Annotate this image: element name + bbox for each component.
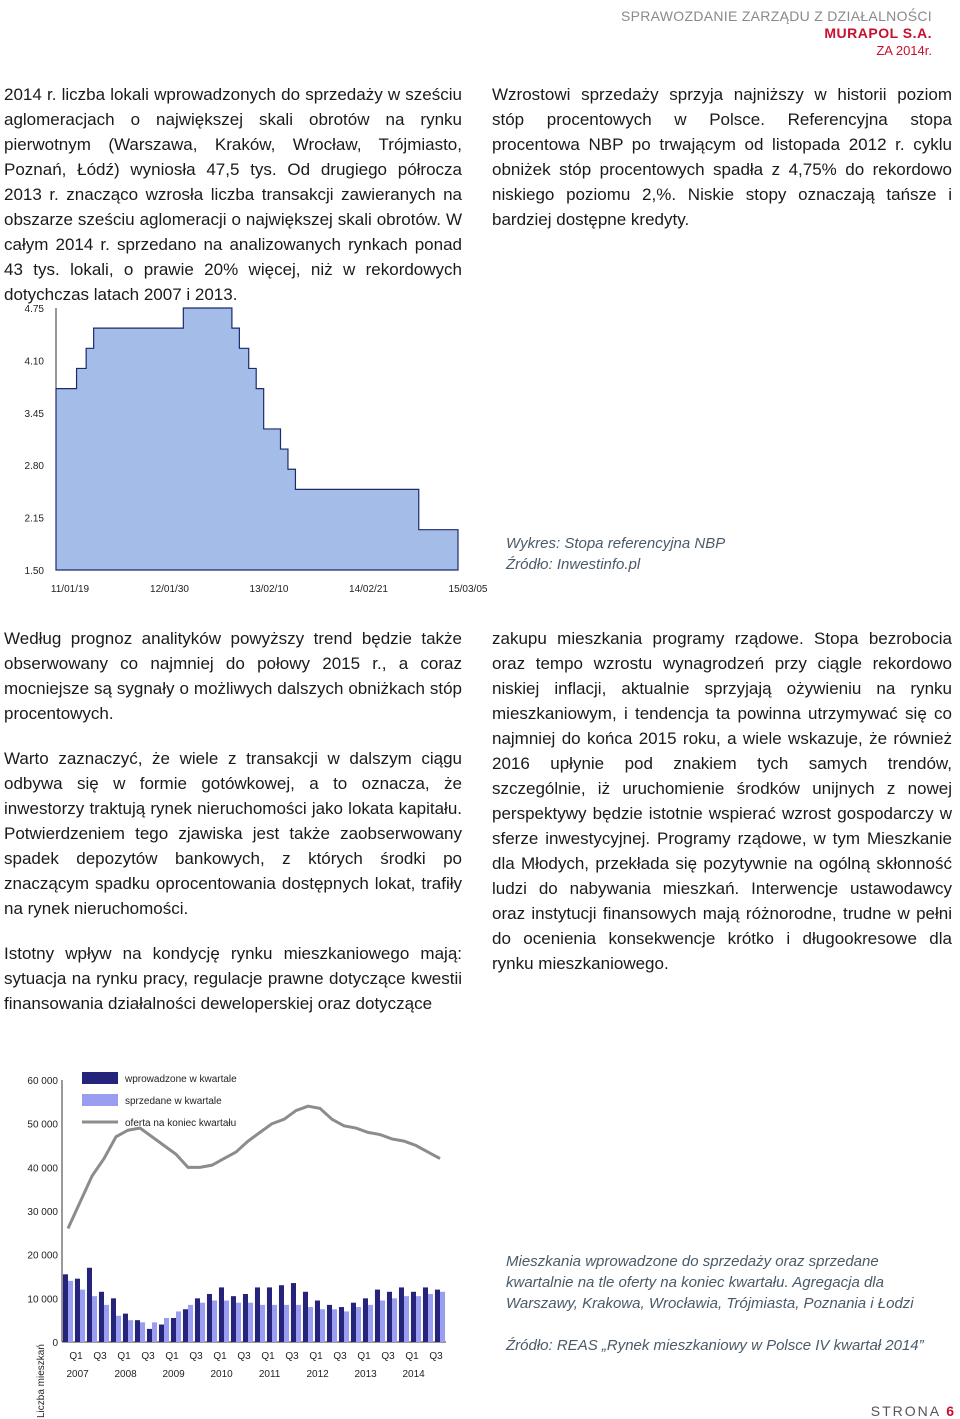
bar-introduced xyxy=(123,1314,128,1342)
sales-y-tick-label: 10 000 xyxy=(27,1294,58,1306)
bar-introduced xyxy=(399,1287,404,1342)
sales-x-year-label: 2011 xyxy=(258,1369,281,1380)
rate-y-tick-label: 1.50 xyxy=(24,566,44,577)
bar-introduced xyxy=(387,1292,392,1342)
report-title: SPRAWOZDANIE ZARZĄDU Z DZIAŁALNOŚCI xyxy=(620,8,932,24)
sales-chart-caption: Mieszkania wprowadzone do sprzedaży oraz sprzedane kwartalnie na tle oferty na koniec kwartału. Agregacja dla Warszawy, Krakowa, Wrocławia, Trójmiasta, Poznania i Łodzi xyxy=(506,1253,914,1312)
bar-sold xyxy=(200,1303,205,1342)
rate-y-tick-label: 2.80 xyxy=(24,461,44,473)
bar-sold xyxy=(128,1320,133,1342)
sales-x-ticks xyxy=(66,1351,443,1380)
sales-x-quarter-label: Q1 xyxy=(261,1351,275,1362)
bar-introduced xyxy=(423,1287,428,1342)
bar-sold xyxy=(152,1322,157,1342)
column-left-mid xyxy=(4,626,462,1016)
paragraph: Istotny wpływ na kondycję rynku mieszkaniowego mają: sytuacja na rynku pracy, regulacje prawne dotyczące kwestii finansowania działalności deweloperskiej oraz dotyczące xyxy=(4,944,462,1013)
bar-introduced xyxy=(315,1301,320,1342)
sales-x-quarter-label: Q3 xyxy=(237,1351,251,1362)
bar-introduced xyxy=(159,1325,164,1342)
bar-introduced xyxy=(291,1283,296,1342)
bar-sold xyxy=(368,1305,373,1342)
sales-y-tick-label: 0 xyxy=(52,1338,58,1349)
bar-introduced xyxy=(243,1294,248,1342)
bar-sold xyxy=(248,1303,253,1342)
paragraph: 2014 r. liczba lokali wprowadzonych do sprzedaży w sześciu aglomeracjach o największej skali obrotów na rynku pierwotnym (Warszawa, Kraków, Wrocław, Trójmiasto, Poznań, Łódź) wyniosła 47,5 tys. Od drugiego półrocza 2013 r. znacząco wzrosła liczba transakcji zawieranych na obszarze sześciu aglomeracji o największej skali obrotów. W całym 2014 r. sprzedano na analizowanych rynkach ponad 43 tys. lokali, o prawie 20% więcej, niż w rekordowych dotychczas latach 2007 i 2013. xyxy=(4,85,462,304)
bar-introduced xyxy=(435,1290,440,1342)
bar-introduced xyxy=(135,1320,140,1342)
page-footer xyxy=(871,1403,954,1419)
bar-sold xyxy=(308,1307,313,1342)
legend-label: oferta na koniec kwartału xyxy=(125,1118,237,1129)
bar-sold xyxy=(260,1305,265,1342)
bar-introduced xyxy=(111,1298,116,1342)
sales-x-year-label: 2013 xyxy=(354,1369,377,1380)
bar-introduced xyxy=(231,1296,236,1342)
bar-introduced xyxy=(219,1287,224,1342)
rate-y-tick-label: 4.75 xyxy=(24,304,44,315)
bar-sold xyxy=(236,1303,241,1342)
bar-sold xyxy=(164,1318,169,1342)
rate-x-tick-label: 15/03/05 xyxy=(448,584,488,595)
bar-sold xyxy=(440,1292,445,1342)
sales-y-tick-label: 60 000 xyxy=(27,1076,58,1087)
sales-y-tick-label: 30 000 xyxy=(27,1207,58,1218)
bar-sold xyxy=(404,1296,409,1342)
bar-introduced xyxy=(279,1285,284,1342)
sales-x-quarter-label: Q3 xyxy=(285,1351,299,1362)
bar-sold xyxy=(320,1309,325,1342)
legend-swatch-introduced xyxy=(82,1072,118,1084)
bar-introduced xyxy=(171,1318,176,1342)
legend-swatch-sold xyxy=(82,1094,118,1106)
bar-introduced xyxy=(195,1298,200,1342)
rate-y-tick-label: 2.15 xyxy=(24,513,44,525)
bar-sold xyxy=(224,1301,229,1342)
sales-x-quarter-label: Q1 xyxy=(309,1351,323,1362)
bar-introduced xyxy=(375,1290,380,1342)
rate-x-tick-label: 14/02/21 xyxy=(349,584,388,595)
bar-sold xyxy=(140,1322,145,1342)
bar-introduced xyxy=(363,1298,368,1342)
bar-introduced xyxy=(255,1287,260,1342)
sales-chart xyxy=(0,1060,470,1419)
sales-legend xyxy=(82,1072,237,1129)
bar-introduced xyxy=(327,1305,332,1342)
bar-introduced xyxy=(303,1292,308,1342)
sales-x-quarter-label: Q1 xyxy=(357,1351,371,1362)
bar-sold xyxy=(344,1311,349,1342)
sales-x-quarter-label: Q3 xyxy=(189,1351,203,1362)
bar-sold xyxy=(68,1281,73,1342)
bar-sold xyxy=(416,1296,421,1342)
sales-x-year-label: 2010 xyxy=(210,1369,233,1380)
bar-sold xyxy=(80,1290,85,1342)
sales-x-year-label: 2014 xyxy=(402,1369,425,1380)
report-year: ZA 2014r. xyxy=(876,43,932,58)
sales-y-tick-label: 20 000 xyxy=(27,1250,58,1262)
sales-x-quarter-label: Q1 xyxy=(405,1351,419,1362)
paragraph: Według prognoz analityków powyższy trend będzie także obserwowany co najmniej do połowy 2015 r., a coraz mocniejsze są sygnały o możliwych dalszych obniżkach stóp procentowych. xyxy=(4,629,462,723)
page-header xyxy=(621,8,932,59)
rate-y-tick-label: 3.45 xyxy=(24,408,44,420)
column-right-top xyxy=(492,82,952,252)
rate-x-ticks xyxy=(51,584,488,595)
sales-x-year-label: 2012 xyxy=(306,1369,329,1380)
page-number: 6 xyxy=(946,1403,954,1419)
bar-introduced xyxy=(147,1329,152,1342)
column-right-mid xyxy=(492,626,952,996)
sales-bars xyxy=(63,1268,445,1342)
chart-title-caption: Wykres: Stopa referencyjna NBP xyxy=(506,535,726,552)
company-name: MURAPOL S.A. xyxy=(824,25,932,41)
bar-introduced xyxy=(411,1292,416,1342)
sales-x-quarter-label: Q1 xyxy=(213,1351,227,1362)
sales-x-quarter-label: Q3 xyxy=(141,1351,155,1362)
sales-x-quarter-label: Q3 xyxy=(93,1351,107,1362)
bar-introduced xyxy=(63,1274,68,1342)
sales-x-year-label: 2009 xyxy=(162,1369,185,1380)
bar-sold xyxy=(212,1301,217,1342)
rate-area xyxy=(56,308,458,570)
sales-x-quarter-label: Q3 xyxy=(333,1351,347,1362)
bar-introduced xyxy=(267,1287,272,1342)
sales-x-year-label: 2008 xyxy=(114,1369,137,1380)
bar-sold xyxy=(92,1296,97,1342)
rate-chart xyxy=(0,290,490,605)
legend-label: wprowadzone w kwartale xyxy=(125,1074,237,1085)
paragraph: Warto zaznaczyć, że wiele z transakcji w dalszym ciągu odbywa się w formie gotówkowej, a to oznacza, że inwestorzy traktują rynek nieruchomości jako lokata kapitału. Potwierdzeniem tego zjawiska jest także zaobserwowany spadek depozytów bankowych, z których środki po znaczącym spadku oprocentowania dostępnych lokat, trafiły na rynek nieruchomości. xyxy=(4,749,462,918)
sales-x-quarter-label: Q3 xyxy=(381,1351,395,1362)
paragraph: Wzrostowi sprzedaży sprzyja najniższy w historii poziom stóp procentowych w Polsce. Referencyjna stopa procentowa NBP po trwającym od listopada 2012 r. cyklu obniżek stóp procentowych spadła z 4,75% do rekordowo niskiego poziomu 2,%. Niskie stopy oznaczają tańsze i bardziej dostępne kredyty. xyxy=(492,85,952,229)
offer-line xyxy=(68,1106,440,1228)
sales-x-quarter-label: Q1 xyxy=(165,1351,179,1362)
paragraph: zakupu mieszkania programy rządowe. Stopa bezrobocia oraz tempo wzrostu wynagrodzeń przy ciągle rekordowo niskiej inflacji, aktualnie sprzyjają ożywieniu na rynku mieszkaniowym, i tendencja ta powinna utrzymywać się co najmniej do końca 2015 roku, a wiele wskazuje, że również 2016 upłynie pod znakiem tych samych trendów, szczególnie, iż uruchomienie środków unijnych z nowej perspektywy będzie istotnie wspierać wzrost gospodarczy w sferze inwestycyjnej. Programy rządowe, w tym Mieszkanie dla Młodych, przekłada się pozytywnie na ogólną skłonność ludzi do nabywania mieszkań. Interwencje ustawodawcy oraz instytucji finansowych mają różnorodne, trudne w pełni do ocenienia konsekwencje krótko i długookresowe dla rynku mieszkaniowego. xyxy=(492,629,952,973)
rate-y-ticks xyxy=(25,304,45,577)
rate-x-tick-label: 11/01/19 xyxy=(50,584,90,595)
legend-label: sprzedane w kwartale xyxy=(125,1096,222,1107)
bar-sold xyxy=(380,1301,385,1342)
rate-x-tick-label: 12/01/30 xyxy=(150,584,189,595)
sales-chart-source: Źródło: REAS „Rynek mieszkaniowy w Polsce IV kwartał 2014” xyxy=(506,1337,924,1354)
bar-introduced xyxy=(183,1309,188,1342)
bar-introduced xyxy=(99,1292,104,1342)
sales-y-tick-label: 50 000 xyxy=(27,1119,58,1131)
rate-chart-caption xyxy=(506,533,926,575)
bar-introduced xyxy=(351,1303,356,1342)
rate-x-tick-label: 13/02/10 xyxy=(249,584,289,595)
sales-x-quarter-label: Q3 xyxy=(429,1351,443,1362)
bar-sold xyxy=(356,1307,361,1342)
bar-introduced xyxy=(87,1268,92,1342)
bar-sold xyxy=(332,1309,337,1342)
bar-sold xyxy=(104,1305,109,1342)
sales-y-tick-label: 40 000 xyxy=(27,1163,58,1175)
page-label: STRONA xyxy=(870,1403,941,1419)
bar-sold xyxy=(272,1305,277,1342)
sales-x-year-label: 2007 xyxy=(66,1369,89,1380)
sales-y-label: Liczba mieszkań xyxy=(36,1344,47,1418)
bar-sold xyxy=(392,1298,397,1342)
rate-y-tick-label: 4.10 xyxy=(24,356,44,368)
bar-sold xyxy=(428,1294,433,1342)
bar-sold xyxy=(188,1305,193,1342)
bar-sold xyxy=(176,1311,181,1342)
bar-introduced xyxy=(207,1294,212,1342)
bar-sold xyxy=(116,1316,121,1342)
sales-y-ticks xyxy=(27,1076,58,1349)
bar-sold xyxy=(296,1305,301,1342)
bar-introduced xyxy=(339,1307,344,1342)
sales-x-quarter-label: Q1 xyxy=(69,1351,83,1362)
bar-sold xyxy=(284,1305,289,1342)
bar-introduced xyxy=(75,1279,80,1342)
sales-x-quarter-label: Q1 xyxy=(117,1351,131,1362)
chart-source-caption: Źródło: Inwestinfo.pl xyxy=(506,556,641,573)
